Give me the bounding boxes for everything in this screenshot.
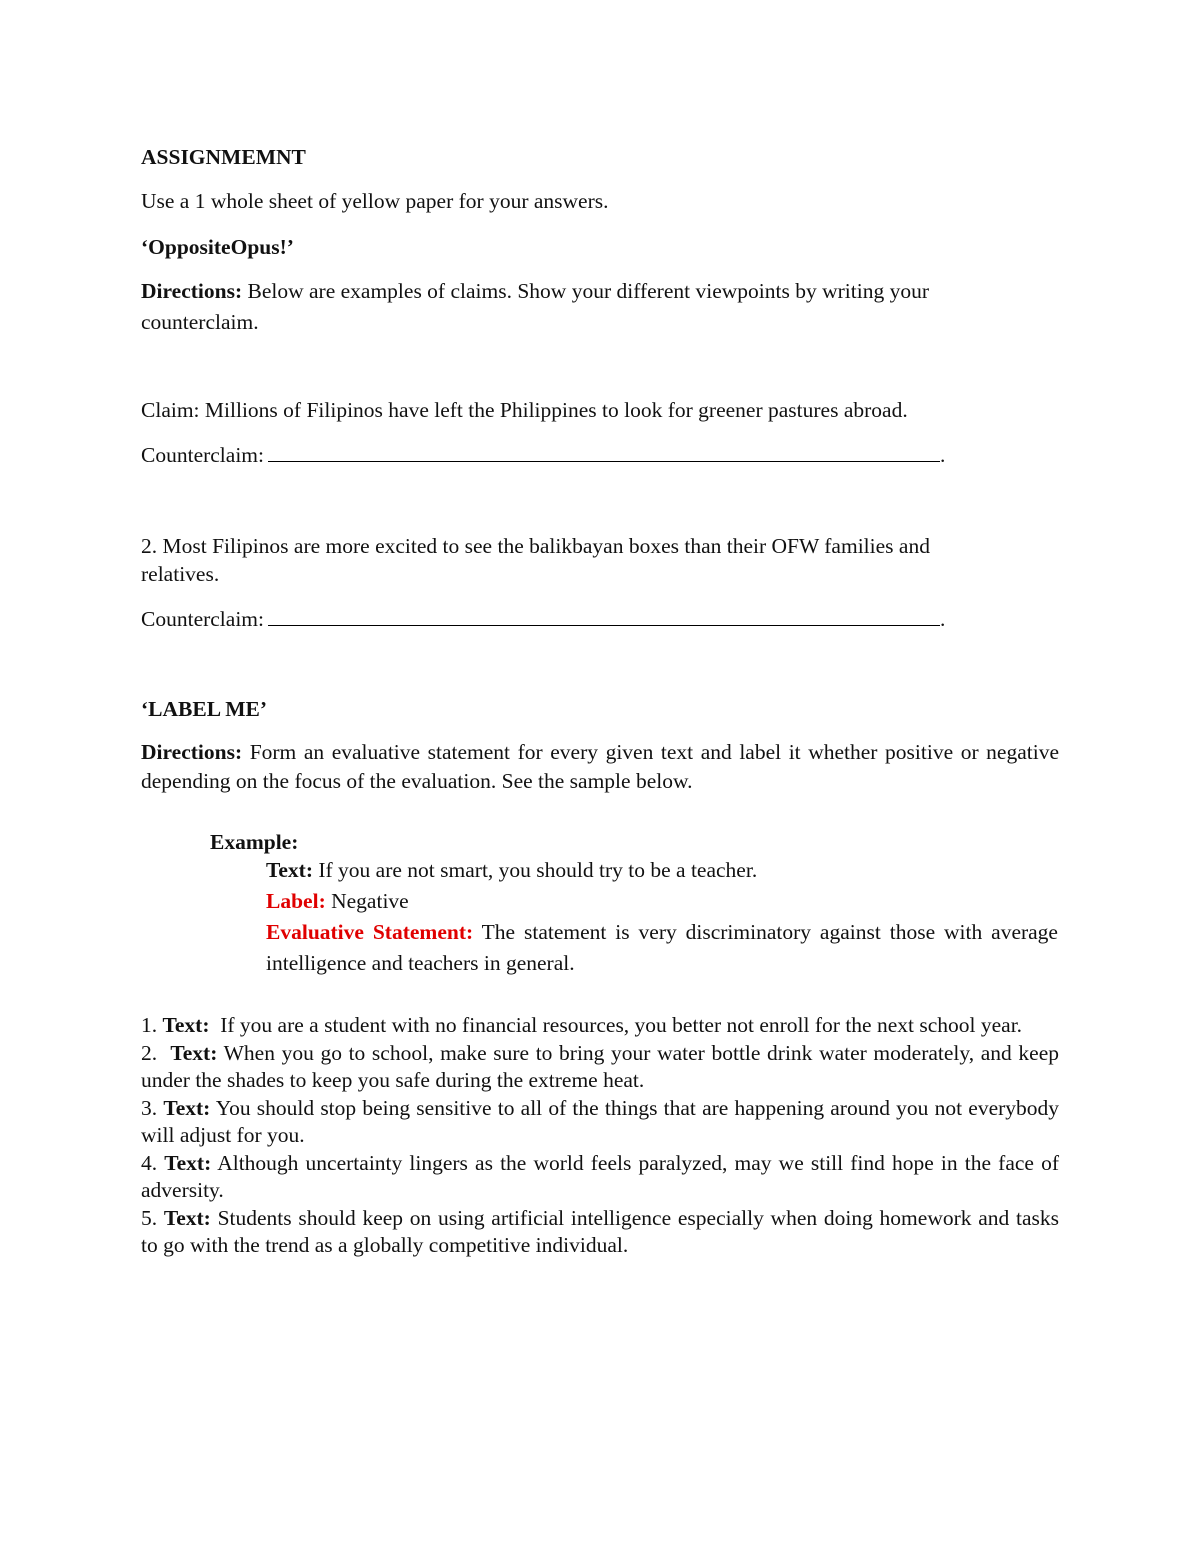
example-evaluative-statement: Evaluative Statement: The statement is very discriminatory against those with average intelligence and teachers in general. xyxy=(266,920,1058,975)
part2-heading: ‘LABEL ME’ xyxy=(141,697,268,721)
counterclaim-2: Counterclaim: . xyxy=(141,607,946,631)
part1-heading: ‘OppositeOpus!’ xyxy=(141,235,294,259)
claim-2-line1: 2. Most Filipinos are more excited to see the balikbayan boxes than their OFW families and xyxy=(141,534,930,558)
example-label: Label: Negative xyxy=(266,889,409,913)
list-item: 4. Text: Although uncertainty lingers as the world feels paralyzed, may we still find hope in the face of adversity. xyxy=(141,1150,1060,1202)
list-item: 3. Text: You should stop being sensitive to all of the things that are happening around you not everybody will adjust for you. xyxy=(141,1095,1060,1147)
instruction-text: Use a 1 whole sheet of yellow paper for your answers. xyxy=(141,189,609,213)
list-item: 5. Text: Students should keep on using artificial intelligence especially when doing homework and tasks to go with the trend as a globally competitive individual. xyxy=(141,1205,1060,1257)
assignment-title: ASSIGNMEMNT xyxy=(141,145,306,169)
list-item: 2. Text: When you go to school, make sure to bring your water bottle drink water moderately, and keep under the shades to keep you safe during the extreme heat. xyxy=(141,1040,1060,1092)
list-item: 1. Text: If you are a student with no financial resources, you better not enroll for the next school year. xyxy=(141,1013,1023,1037)
claim-1: Claim: Millions of Filipinos have left the Philippines to look for greener pastures abroad. xyxy=(141,398,908,422)
counterclaim-2-blank xyxy=(268,607,940,626)
counterclaim-1-blank xyxy=(268,443,940,462)
part1-directions-line2: counterclaim. xyxy=(141,310,259,334)
part1-directions-line1: Directions: Below are examples of claims. Show your different viewpoints by writing your xyxy=(141,279,929,303)
example-heading: Example: xyxy=(210,830,299,854)
claim-2-line2: relatives. xyxy=(141,562,220,586)
counterclaim-1: Counterclaim: . xyxy=(141,443,946,467)
text-items-list xyxy=(141,1012,1059,1260)
part2-directions: Directions: Form an evaluative statement for every given text and label it whether positive or negative depending on the focus of the evaluation. See the sample below. xyxy=(141,740,1060,793)
example-text: Text: If you are not smart, you should try to be a teacher. xyxy=(266,858,758,882)
